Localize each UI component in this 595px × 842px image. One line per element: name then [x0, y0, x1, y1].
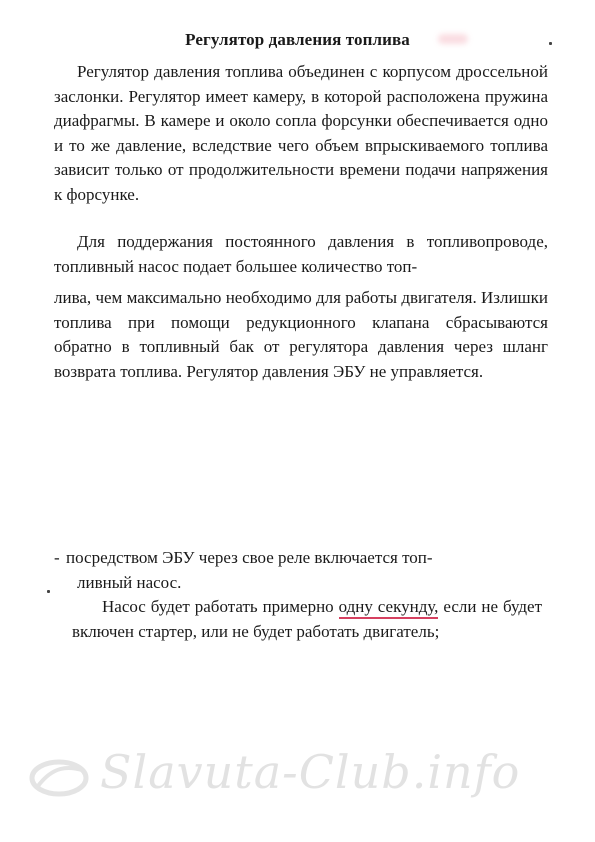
paragraph-4 — [72, 595, 542, 644]
paragraph-1: Регулятор давления топлива объединен с корпусом дроссельной заслонки. Регулятор имеет камеру, в которой расположена пружина диафрагмы. В камере и около сопла форсунки обеспечивается одно и то же давление, вследствие чего объем впрыскиваемого топлива зависит только от продолжительности времени подачи напряжения к форсунке. — [54, 62, 548, 204]
watermark-text: Slavuta-Club.info — [100, 745, 521, 799]
list-dash: - — [54, 548, 60, 567]
list-item — [54, 546, 548, 595]
paragraph-4-start: Насос будет работать примерно — [102, 597, 339, 616]
highlight-smudge — [438, 34, 468, 44]
watermark-logo-icon — [28, 756, 90, 800]
list-item-line2: ливный насос. — [77, 572, 182, 592]
paragraph-2: Для поддержания постоянного давления в топливопроводе, топливный насос подает большее количество топ- — [54, 232, 548, 276]
paragraph-4-end: если не будет включен стартер, или не будет работать двигатель; — [72, 597, 543, 641]
scan-speck — [47, 590, 50, 593]
page-title: Регулятор давления топлива — [185, 30, 410, 49]
paragraph-3: лива, чем максимально необходимо для работы двигателя. Излишки топлива при помощи редукционного клапана сбрасываются обратно в топливный бак от регулятора давления через шланг возврата топлива. Регулятор давления ЭБУ не управляется. — [54, 288, 548, 381]
list-item-line1: посредством ЭБУ через свое реле включается топ- — [66, 548, 433, 567]
scan-speck — [549, 42, 552, 45]
highlighted-phrase: одну секунду, — [339, 597, 439, 619]
